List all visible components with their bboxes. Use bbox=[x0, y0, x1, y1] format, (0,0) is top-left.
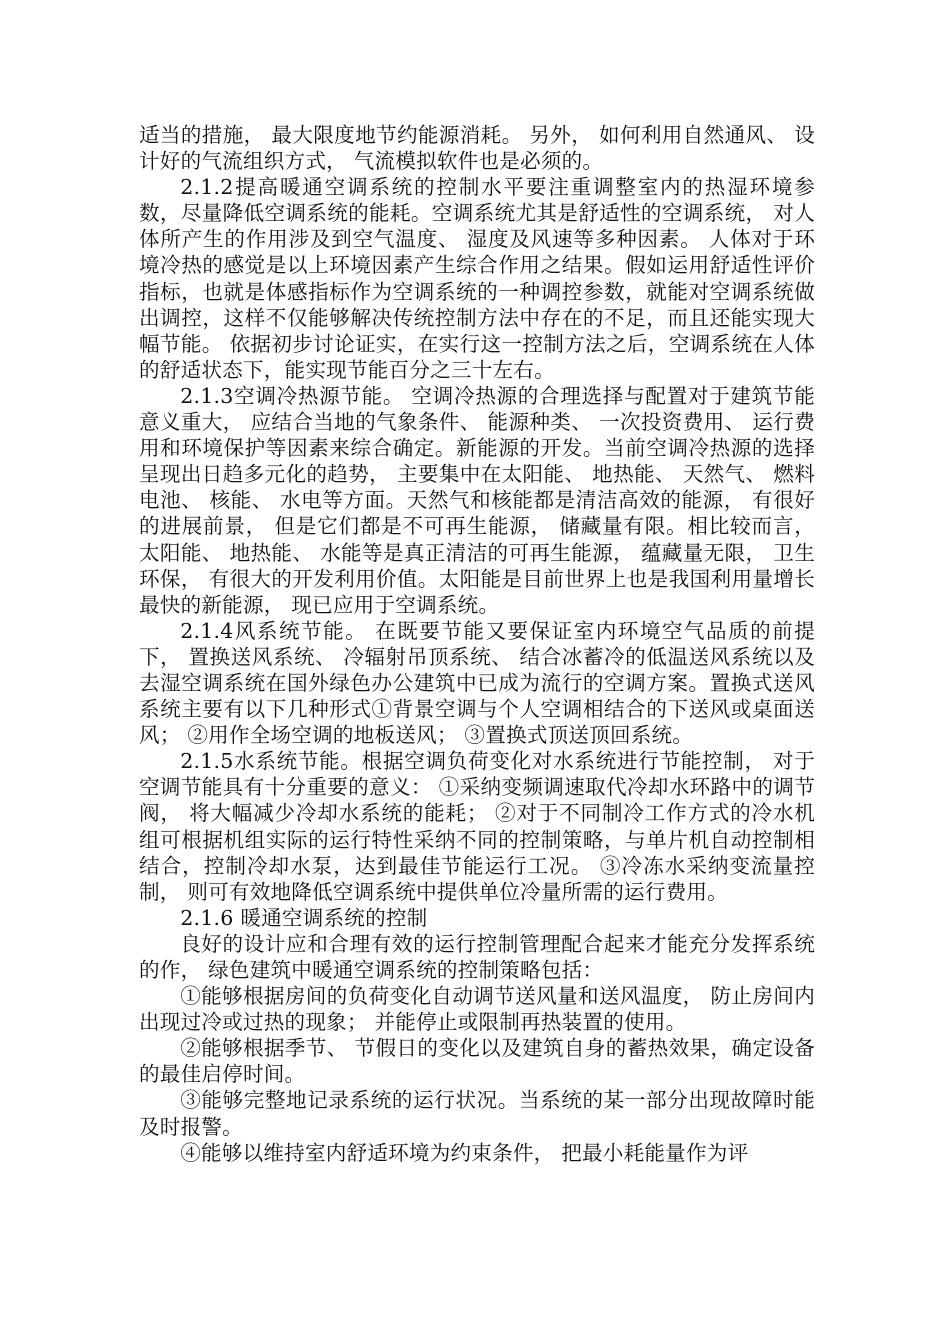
list-item-1: ①能够根据房间的负荷变化自动调节送风量和送风温度， 防止房间内出现过冷或过热的现象； 并能停止或限制再热装置的使用。 bbox=[139, 984, 815, 1035]
paragraph-2-1-4: 2.1.4风系统节能。 在既要节能又要保证室内环境空气品质的前提下， 置换送风系统、 冷辐射吊顶系统、 结合冰蓄冷的低温送风系统以及去湿空调系统在国外绿色办公建筑中已成为流行的空调方案。置换式送风系统主要有以下几种形式①背景空调与个人空调相结合的下送风或桌面送风； ②用作全场空调的地板送风； ③置换式顶送顶回系统。 bbox=[139, 618, 815, 748]
list-item-3: ③能够完整地记录系统的运行状况。当系统的某一部分出现故障时能及时报警。 bbox=[139, 1088, 815, 1139]
paragraph-control-intro: 良好的设计应和合理有效的运行控制管理配合起来才能充分发挥系统的作， 绿色建筑中暖通空调系统的控制策略包括： bbox=[139, 931, 815, 982]
paragraph-2-1-5: 2.1.5水系统节能。根据空调负荷变化对水系统进行节能控制， 对于空调节能具有十分重要的意义： ①采纳变频调速取代冷却水环路中的调节阀， 将大幅减少冷却水系统的能耗； ②对于不同制冷工作方式的冷水机组可根据机组实际的运行特性采纳不同的控制策略，与单片机自动控制相结合，控制冷却水泵，达到最佳节能运行工况。 ③冷冻水采纳变流量控制， 则可有效地降低空调系统中提供单位冷量所需的运行费用。 bbox=[139, 749, 815, 904]
paragraph-2-1-3: 2.1.3空调冷热源节能。 空调冷热源的合理选择与配置对于建筑节能意义重大， 应结合当地的气象条件、 能源种类、 一次投资费用、 运行费用和环境保护等因素来综合确定。新能源的开发。当前空调冷热源的选择呈现出日趋多元化的趋势， 主要集中在太阳能、 地热能、 天然气、 燃料电池、 核能、 水电等方面。天然气和核能都是清洁高效的能源， 有很好的进展前景， 但是它们都是不可再生能源， 储藏量有限。相比较而言， 太阳能、 地热能、 水能等是真正清洁的可再生能源， 蕴藏量无限， 卫生环保， 有很大的开发利用价值。太阳能是目前世界上也是我国利用量增长最快的新能源， 现已应用于空调系统。 bbox=[139, 383, 815, 617]
list-item-4: ④能够以维持室内舒适环境为约束条件， 把最小耗能量作为评 bbox=[180, 1140, 749, 1165]
document-page bbox=[139, 122, 815, 1166]
section-heading-2-1-6: 2.1.6 暖通空调系统的控制 bbox=[180, 905, 428, 930]
list-item-2: ②能够根据季节、 节假日的变化以及建筑自身的蓄热效果，确定设备的最佳启停时间。 bbox=[139, 1036, 815, 1087]
paragraph-continuation: 适当的措施， 最大限度地节约能源消耗。 另外， 如何利用自然通风、 设计好的气流组织方式， 气流模拟软件也是必须的。 bbox=[139, 123, 815, 174]
paragraph-2-1-2: 2.1.2提高暖通空调系统的控制水平要注重调整室内的热湿环境参数，尽量降低空调系统的能耗。空调系统尤其是舒适性的空调系统， 对人体所产生的作用涉及到空气温度、 湿度及风速等多种因素。 人体对于环境冷热的感觉是以上环境因素产生综合作用之结果。假如运用舒适性评价指标，也就是体感指标作为空调系统的一种调控参数，就能对空调系统做出调控，这样不仅能够解决传统控制方法中存在的不足，而且还能实现大幅节能。 依据初步讨论证实，在实行这一控制方法之后，空调系统在人体的舒适状态下，能实现节能百分之三十左右。 bbox=[139, 175, 815, 382]
